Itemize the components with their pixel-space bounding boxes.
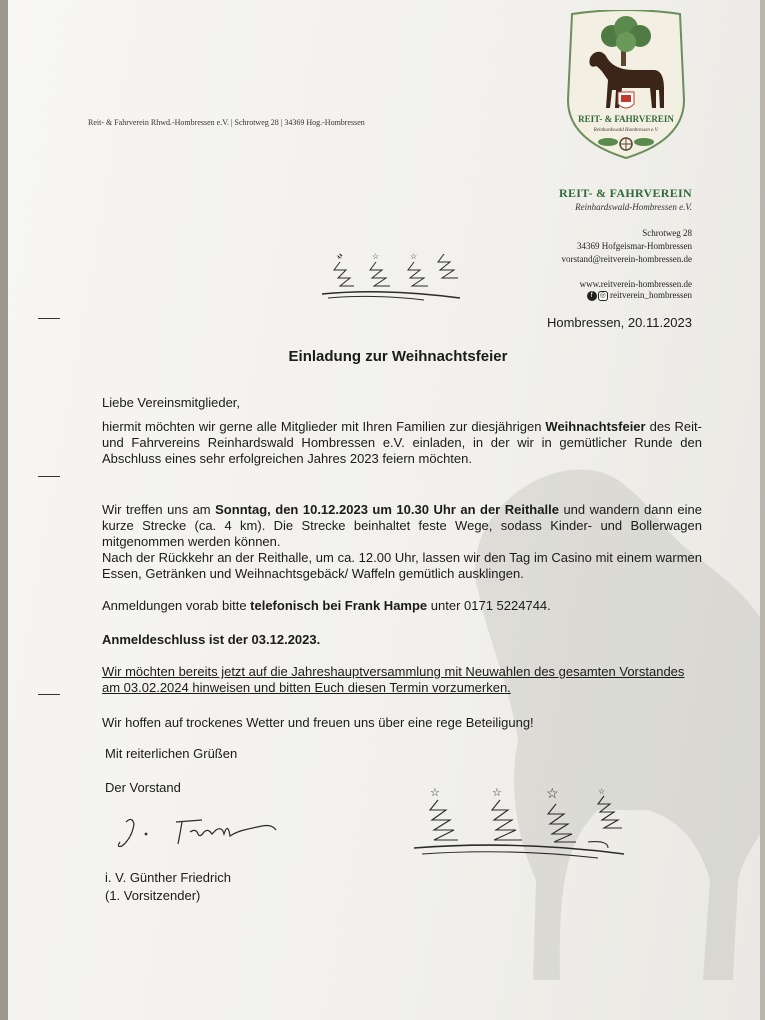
instagram-icon: ◎: [599, 291, 606, 299]
paragraph-meeting-text-2: und wandern dann eine kurze Strecke (ca. 4 km). Die Strecke beinhaltet feste Wege, sodass Kinder- und Bollerwagen mitgenommen werden können.: [102, 502, 702, 549]
svg-text:☆: ☆: [546, 785, 559, 801]
christmas-tree-icon: [546, 785, 576, 842]
closing-board: Der Vorstand: [105, 780, 181, 795]
paragraph-registration-text: Anmeldungen vorab bitte: [102, 598, 251, 613]
christmas-tree-icon: [430, 787, 458, 840]
salutation: Liebe Vereinsmitglieder,: [102, 395, 241, 410]
club-city: 34369 Hofgeismar-Hombressen: [576, 241, 692, 251]
christmas-tree-icon: [598, 787, 622, 828]
signer-name: i. V. Günther Friedrich: [105, 870, 231, 885]
sender-address-line: Reit- & Fahrverein Rhwd.-Hombressen e.V. | Schrotweg 28 | 34369 Hog.-Hombressen: [88, 118, 365, 127]
page-edge-shadow: [0, 0, 8, 1020]
christmas-tree-icon: [334, 252, 354, 286]
svg-text:☆: ☆: [336, 252, 344, 261]
club-website: www.reitverein-hombressen.de: [579, 279, 692, 289]
christmas-tree-icon: [492, 787, 522, 840]
club-logo: [564, 10, 688, 162]
fold-mark: [38, 476, 60, 477]
letter-date: Hombressen, 20.11.2023: [546, 315, 692, 330]
christmas-tree-icon: [408, 252, 428, 286]
social-line: [488, 290, 692, 301]
paragraph-registration: [102, 598, 702, 614]
closing-greeting: Mit reiterlichen Grüßen: [105, 746, 238, 761]
letter-title: Einladung zur Weihnachtsfeier: [288, 348, 508, 365]
club-subname: Reinhardswald-Hombressen e.V.: [575, 202, 692, 212]
paragraph-registration-bold: telefonisch bei Frank Hampe: [250, 598, 428, 613]
letter-page: [8, 0, 760, 1020]
paragraph-intro: [102, 419, 702, 467]
signer-role: (1. Vorsitzender): [105, 888, 201, 903]
club-email: vorstand@reitverein-hombressen.de: [561, 254, 692, 264]
paragraph-meeting-bold: Sonntag, den 10.12.2023 um 10.30 Uhr an der Reithalle: [215, 502, 559, 517]
christmas-trees-small: [314, 248, 464, 308]
fold-mark: [38, 694, 60, 695]
club-name: REIT- & FAHRVEREIN: [559, 186, 692, 200]
closing-hope: Wir hoffen auf trockenes Wetter und freuen uns über eine rege Beteiligung!: [102, 715, 534, 730]
svg-text:☆: ☆: [492, 787, 502, 799]
social-handle: reitverein_hombressen: [610, 290, 692, 300]
paragraph-intro-text-2: des Reit- und Fahrvereins Reinhardswald Hombressen e.V. einladen, in der wir in gemütlicher Runde den Abschluss eines sehr erfolgreichen Jahres 2023 feiern möchten.: [102, 419, 702, 466]
christmas-tree-icon: [370, 252, 390, 286]
svg-text:☆: ☆: [598, 787, 606, 796]
paragraph-meeting: [102, 502, 702, 582]
christmas-tree-icon: [438, 254, 458, 278]
svg-text:☆: ☆: [372, 252, 380, 261]
paragraph-meeting-text: Wir treffen uns am: [102, 502, 216, 517]
logo-subtitle-text: Reinhardswald Hombressen e.V.: [593, 128, 659, 133]
club-street: Schrotweg 28: [642, 228, 692, 238]
agm-notice: Wir möchten bereits jetzt auf die Jahreshauptversammlung mit Neuwahlen des gesamten Vorstandes am 03.02.2024 hinweisen und bitten Euch diesen Termin vorzumerken.: [102, 664, 685, 695]
logo-title-text: REIT- & FAHRVEREIN: [578, 114, 674, 124]
paragraph-registration-text-2: unter 0171 5224744.: [427, 598, 551, 613]
svg-text:☆: ☆: [430, 787, 440, 799]
coat-of-arms-icon: [618, 92, 634, 108]
christmas-trees-large: [408, 782, 630, 874]
svg-text:☆: ☆: [410, 252, 418, 261]
paragraph-intro-bold: Weihnachtsfeier: [545, 419, 646, 434]
paragraph-intro-text: hiermit möchten wir gerne alle Mitglieder mit Ihren Familien zur diesjährigen: [102, 419, 546, 434]
fold-mark: [38, 318, 60, 319]
paragraph-meeting-text-3: Nach der Rückkehr an der Reithalle, um ca. 12.00 Uhr, lassen wir den Tag im Casino mit einem warmen Essen, Getränken und Weihnachtsgebäck/ Waffeln gemütlich ausklingen.: [102, 550, 702, 581]
facebook-icon: f: [587, 291, 597, 301]
handwritten-signature: [112, 808, 292, 858]
registration-deadline: Anmeldeschluss ist der 03.12.2023.: [102, 632, 321, 647]
